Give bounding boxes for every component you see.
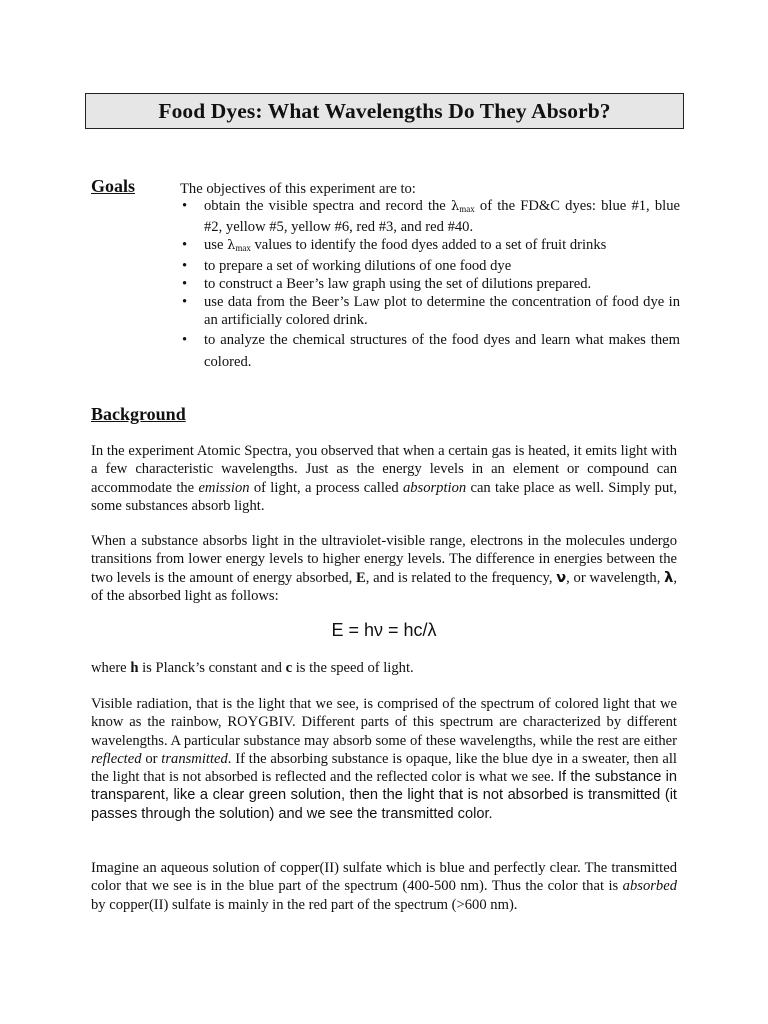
goals-intro: The objectives of this experiment are to: — [180, 181, 416, 197]
goal-item-beers-law-graph: • to construct a Beer’s law graph using the set of dilutions prepared. — [180, 275, 680, 293]
background-paragraph-3: where h is Planck’s constant and c is the speed of light. — [91, 660, 414, 676]
goals-list — [180, 197, 680, 373]
background-paragraph-2: When a substance absorbs light in the ultraviolet-visible range, electrons in the molecules undergo transitions from lower energy levels to higher energy levels. The difference in energies between the two levels is the amount of energy absorbed, E, and is related to the frequency, ν, or wavelength, λ, of the absorbed light as follows: — [91, 533, 677, 604]
goal-item-concentration: • use data from the Beer’s Law plot to determine the concentration of food dye in an artificially colored drink. — [180, 293, 680, 329]
energy-formula: E = hν = hc/λ — [331, 620, 437, 640]
goals-heading: Goals — [91, 176, 136, 196]
goal-item-dilutions: • to prepare a set of working dilutions of one food dye — [180, 257, 680, 275]
background-paragraph-5: Imagine an aqueous solution of copper(II) sulfate which is blue and perfectly clear. The transmitted color that we see is in the blue part of the spectrum (400-500 nm). Thus the color that is absorbed by copper(II) sulfate is mainly in the red part of the spectrum (>600 nm). — [91, 860, 677, 913]
goal-item-identify: • use $\lambda_{max}$ values to identify the food dyes added to a set of fruit drinks — [180, 236, 680, 257]
page-title: Food Dyes: What Wavelengths Do They Absorb? — [85, 93, 684, 129]
goal-item-spectra: • obtain the visible spectra and record the $\lambda_{max}$ of the FD&C dyes: blue #1, blue #2, yellow #5, yellow #6, red #3, and red #40. — [180, 197, 680, 236]
background-heading: Background — [91, 404, 186, 424]
background-paragraph-1: In the experiment Atomic Spectra, you observed that when a certain gas is heated, it emits light with a few characteristic wavelengths. Just as the energy levels in an element or compound can accommodate the emission of light, a process called absorption can take place as well. Simply put, some substances absorb light. — [91, 443, 677, 514]
goal-item-structures: • to analyze the chemical structures of the food dyes and learn what makes them colored. — [180, 329, 680, 373]
background-paragraph-4: Visible radiation, that is the light that we see, is comprised of the spectrum of colored light that we know as the rainbow, ROYGBIV. Different parts of this spectrum are characterized by different wavelengths. A particular substance may absorb some of these wavelengths, while the rest are either reflected or transmitted. If the absorbing substance is opaque, like the blue dye in a sweater, then all the light that is not absorbed is reflected and the reflected color is what we see. If the substance in transparent, like a clear green solution, then the light that is not absorbed is transmitted (it passes through the solution) and we see the transmitted color. — [91, 696, 678, 822]
